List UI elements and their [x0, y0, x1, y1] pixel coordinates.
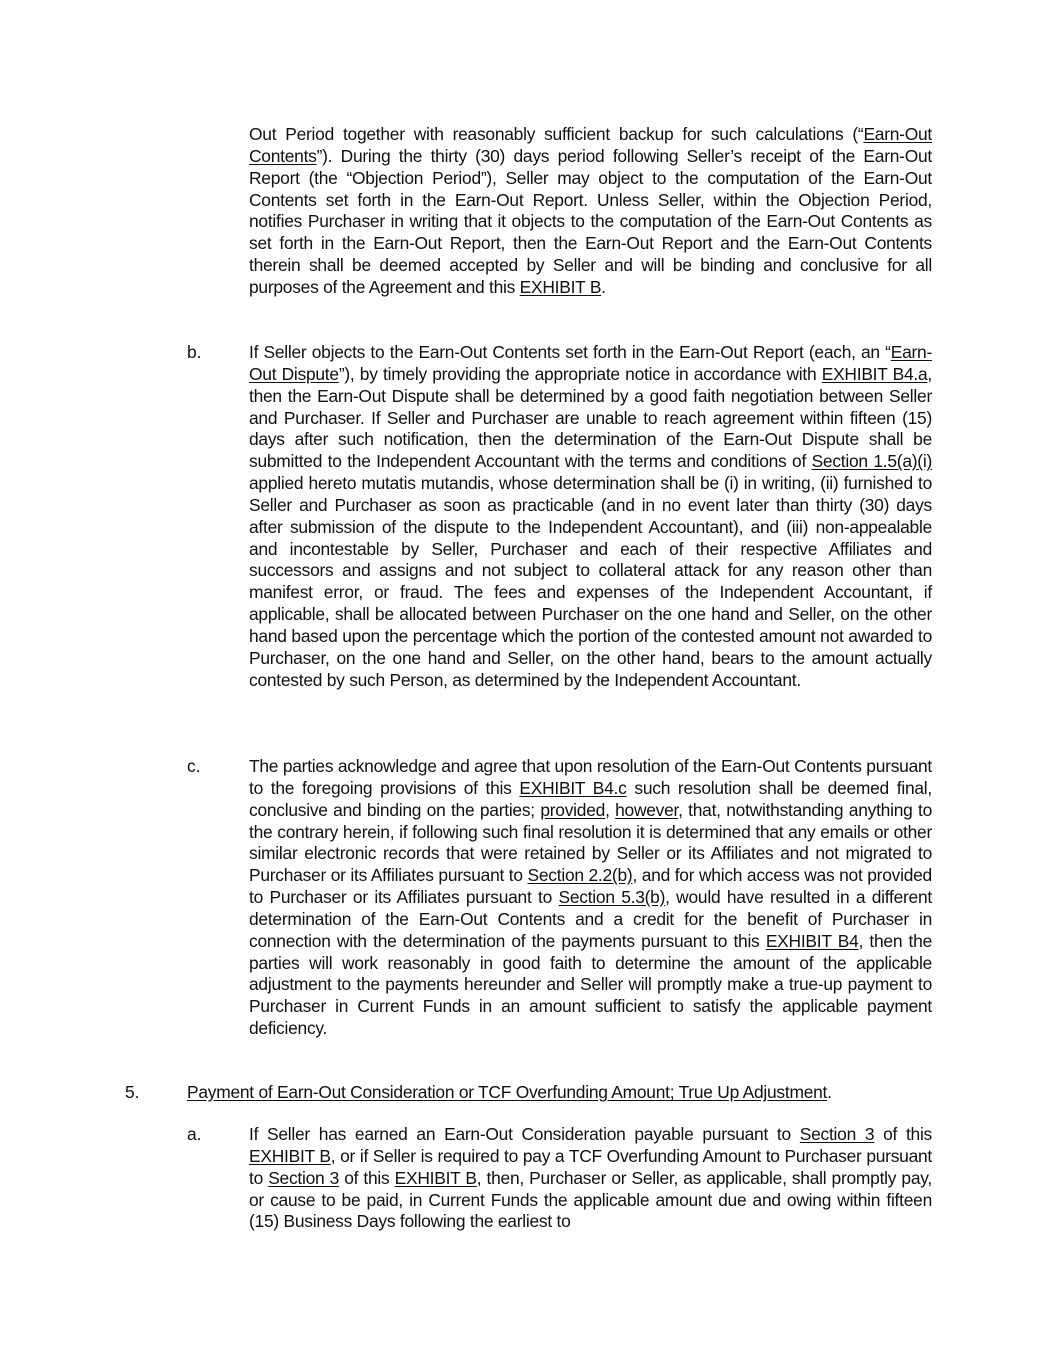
paragraph-b-marker: b. [187, 342, 202, 362]
text-run: . [601, 276, 606, 297]
text-run: of this [874, 1124, 933, 1144]
text-run: , then the parties will work reasonably in good faith to determine the amount of the applicable adjustment to the payments hereunder and Seller will promptly make a true-up payment to Purchaser in Current Funds in an amount sufficient to satisfy the applicable payment deficiency. [249, 930, 932, 1039]
text-run: , that, notwithstanding anything to the contrary herein, if following such final resolution it is determined that any emails or other similar electronic records that were retained by Seller or its Affiliates and not migrated to Purchaser or its Affiliates pursuant to [249, 799, 932, 886]
text-run: , then the Earn-Out Dispute shall be determined by a good faith negotiation between Seller and Purchaser. If Seller and Purchaser are unable to reach agreement within fifteen (15) days after such notification, then the determination of the Earn-Out Dispute shall be submitted to the Independent Accountant with the terms and conditions of [249, 363, 933, 472]
text-run: If Seller objects to the Earn-Out Contents set forth in the Earn-Out Report (each, an “ [249, 342, 891, 362]
text-run: , [605, 799, 616, 820]
paragraph-c-marker: c. [187, 756, 201, 776]
text-run: , then, Purchaser or Seller, as applicable, shall promptly pay, or cause to be paid, in Current Funds the applicable amount due and owing within fifteen (15) Business Days following the earliest to [249, 1167, 932, 1232]
paragraph-a-continuation [249, 124, 932, 299]
section-5-title: Payment of Earn-Out Consideration or TCF Overfunding Amount; True Up Adjustment [187, 1082, 828, 1102]
reference-exhibit-b4c: EXHIBIT B4.c [519, 777, 627, 798]
defined-term-earn-out-dispute: Earn-Out Dispute [249, 342, 932, 384]
term-however: however [615, 799, 679, 820]
reference-section-3: Section 3 [268, 1167, 340, 1188]
paragraph-b [249, 342, 932, 692]
reference-section-2-2-b: Section 2.2(b) [527, 865, 633, 886]
reference-exhibit-b: EXHIBIT B [249, 1145, 331, 1166]
text-run: ”), by timely providing the appropriate notice in accordance with [338, 363, 822, 384]
paragraph-c [249, 756, 932, 1040]
text-run: such resolution shall be deemed final, conclusive and binding on the parties; [249, 777, 932, 820]
reference-section-1-5-a-i: Section 1.5(a)(i) [811, 451, 932, 472]
reference-exhibit-b: EXHIBIT B [394, 1167, 477, 1188]
defined-term-earn-out-contents: Earn-Out Contents [249, 124, 932, 166]
reference-section-3: Section 3 [799, 1124, 875, 1144]
section-5-heading [187, 1082, 947, 1104]
paragraph-5a-marker: a. [187, 1124, 202, 1144]
reference-exhibit-b4: EXHIBIT B4 [765, 930, 859, 951]
text-run: If Seller has earned an Earn-Out Consideration payable pursuant to [249, 1124, 800, 1144]
reference-section-5-3-b: Section 5.3(b) [558, 887, 666, 908]
section-5-number: 5. [125, 1082, 140, 1102]
reference-exhibit-b4a: EXHIBIT B4.a [821, 363, 928, 384]
text-run: ”). During the thirty (30) days period following Seller’s receipt of the Earn-Out Report (the “Objection Period”), Seller may object to the computation of the Earn-Out Contents set forth in the Earn-Out Report. Unless Seller, within the Objection Period, notifies Purchaser in writing that it objects to the computation of the Earn-Out Contents as set forth in the Earn-Out Report, then the Earn-Out Report and the Earn-Out Contents therein shall be deemed accepted by Seller and will be binding and conclusive for all purposes of the Agreement and this [249, 145, 932, 297]
text-run: , or if Seller is required to pay a TCF Overfunding Amount to Purchaser pursuant to [249, 1145, 932, 1188]
text-run: Out Period together with reasonably sufficient backup for such calculations (“ [249, 124, 864, 144]
paragraph-5a [249, 1124, 932, 1233]
text-run: The parties acknowledge and agree that upon resolution of the Earn-Out Contents pursuant to the foregoing provisions of this [249, 756, 932, 798]
text-run: , would have resulted in a different determination of the Earn-Out Contents and a credit for the benefit of Purchaser in connection with the determination of the payments pursuant to this [249, 887, 932, 951]
reference-exhibit-b: EXHIBIT B [519, 276, 602, 297]
term-provided: provided [540, 799, 606, 820]
text-run: . [827, 1082, 832, 1102]
text-run: , and for which access was not provided to Purchaser or its Affiliates pursuant to [249, 865, 932, 908]
text-run: of this [339, 1167, 395, 1188]
text-run: applied hereto mutatis mutandis, whose determination shall be (i) in writing, (ii) furnished to Seller and Purchaser as soon as practicable (and in no event later than thirty (30) days after submission of the dispute to the Independent Accountant), and (iii) non-appealable and incontestable by Seller, Purchaser and each of their respective Affiliates and successors and assigns and not subject to collateral attack for any reason other than manifest error, or fraud. The fees and expenses of the Independent Accountant, if applicable, shall be allocated between Purchaser on the one hand and Seller, on the other hand based upon the percentage which the portion of the contested amount not awarded to Purchaser, on the one hand and Seller, on the other hand, bears to the amount actually contested by such Person, as determined by the Independent Accountant. [249, 473, 932, 690]
